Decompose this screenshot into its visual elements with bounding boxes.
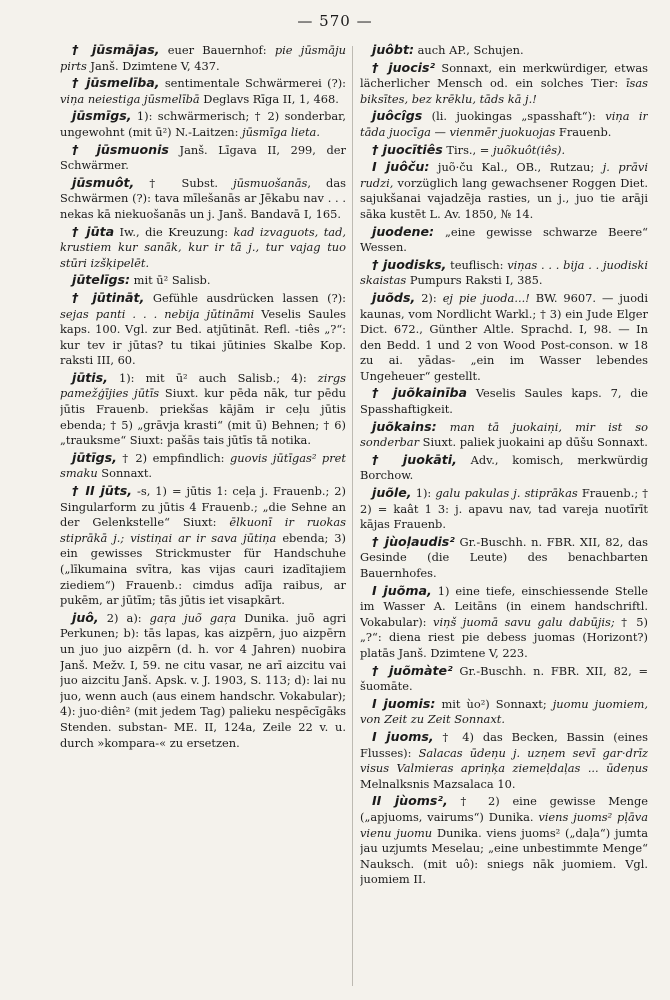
entry-source: Frauenb. [555, 124, 612, 139]
entry-example: galu pakulas j. stiprākas [435, 486, 578, 501]
entry-definition: sentimentale Schwärmerei (?): [159, 76, 346, 91]
entry-definition [437, 420, 450, 434]
dictionary-entry [360, 60, 648, 108]
entry-headword: II jùoms², [372, 793, 448, 809]
dictionary-entry [60, 290, 346, 369]
entry-headword: jūsmuôt, [72, 174, 135, 190]
entry-source: Pumpurs Raksti I, 385. [406, 273, 543, 288]
entry-example: gaŗa juõ gaŗa [149, 610, 237, 625]
entry-definition: Tirs., = [442, 142, 493, 157]
entry-definition: † 2) empfindlich: [116, 450, 230, 465]
dictionary-entry [360, 257, 648, 289]
dictionary-entry [60, 142, 346, 174]
entry-example: pie jūsmāju pirts [60, 43, 346, 73]
entry-headword: juôcîgs [372, 108, 423, 124]
entry-headword: † juõmàte² [372, 662, 453, 678]
entry-definition: teuflisch: [446, 257, 508, 272]
entry-example: īsas biksītes, bez krēklu, tāds kā j.! [360, 76, 648, 106]
dictionary-entry [60, 370, 346, 449]
entry-definition: 1): [411, 486, 436, 501]
entry-example: viens juoms² pļāva vienu juomu [360, 809, 648, 840]
entry-source: † 5) „?“: diena riest pie debess juomas (Horizont?) platās Janš. Dzimtene V, 223. [360, 614, 648, 660]
entry-definition: † 2) eine gewisse Menge („apjuoms, vairums“) Dunika. [360, 794, 648, 824]
entry-headword: † jūta [72, 223, 115, 239]
entry-definition: 1) eine tiefe, einschiessende Stelle im Wasser A. Leitāns (in einem handschriftl. Vokabular): [360, 583, 648, 629]
entry-example: ej pie juoda...! [442, 290, 530, 305]
entry-source: Siuxt. kur pēda nāk, tur pēdu jūtis Frauenb. priekšas kājām ir ceļu jūtis ebenda; † 5) „grāvja krasti“ (mit ū) Behnen; † 6) „trauksme“ Siuxt: pašās tais jūtīs tā notika. [60, 386, 346, 448]
entry-source: Deglavs Rīga II, 1, 468. [199, 91, 339, 106]
entry-definition: Iw., die Kreuzung: [114, 224, 234, 239]
entry-headword: † juokāti, [372, 451, 457, 467]
entry-definition: † Subst. [134, 175, 234, 190]
dictionary-entry [360, 159, 648, 222]
entry-source: BW. 9607. — juodi kaunas, vom Nordlicht Warkl.; † 3) ein Jude Elger Dict. 672., Günther Altle. Sprachd. I, 98. — In den Bedd. 1 und 2 von Wood Post-conson. w 18 zu ai. yādas- „ein im Wasser lebendes Ungeheuer“ gestellt. [360, 290, 648, 383]
entry-definition: auch AP., Schujen. [414, 43, 524, 57]
column-divider [352, 46, 353, 986]
entry-example: juomu juomiem, von Zeit zu Zeit Sonnaxt. [360, 696, 648, 727]
entry-source: Siuxt. paliek juokaini ap dūšu Sonnaxt. [419, 435, 648, 450]
right-column [360, 42, 648, 992]
dictionary-entry [60, 175, 346, 223]
entry-definition: euer Bauernhof: [159, 43, 275, 57]
entry-example: jūsmuošanās [233, 175, 308, 190]
entry-example: juõkuôt(iês). [492, 142, 566, 157]
dictionary-entry [360, 793, 648, 888]
entry-source: Sonnaxt. [97, 466, 153, 481]
entry-source: Frauenb.; † 2) = kaât 1 3: j. apavu nav, tad vareja nuotīrīt kājas Frauenb. [360, 486, 648, 532]
dictionary-entry [360, 729, 648, 792]
dictionary-entry [360, 385, 648, 417]
dictionary-entry [360, 583, 648, 662]
dictionary-entry [360, 452, 648, 484]
entry-example: viņa neiestiga jūsmelībā [60, 91, 200, 106]
entry-example: viņš juomā savu galu dabūjis; [433, 614, 615, 629]
entry-headword: I juõma, [372, 582, 432, 598]
dictionary-entry [360, 108, 648, 140]
dictionary-entry [360, 534, 648, 582]
entry-definition: 2) a): [98, 610, 150, 625]
entry-definition: (li. juokingas „spasshaft“): [422, 109, 606, 124]
entry-source: , das Schwärmen (?): tava mīlešanās ar Jēkabu nav . . . nekas kā niekuošanās un j. Janš. Bandavā I, 165. [60, 175, 346, 221]
entry-example: jūsmīga lieta. [242, 124, 320, 139]
entry-headword: † jùoļaudis² [372, 533, 455, 549]
entry-headword: † juodisks, [372, 256, 447, 272]
dictionary-entry [360, 142, 648, 159]
entry-headword: I juomis: [372, 695, 436, 711]
dictionary-entry [360, 42, 648, 59]
dictionary-entry [360, 224, 648, 256]
dictionary-entry [60, 75, 346, 107]
entry-source: ebenda; 3) ein gewisses Strickmuster für Handschuhe („līkumaina svītra, kas vijas cauri izadītajiem ziediem“) Frauenb.: cimdus adīja raibus, ar pukēm, ar jūtīm; tās jūtis iet visapkārt. [60, 530, 346, 608]
entry-example: ēlkuonī ir ruokas stiprākā j.; vistiņai ar ir sava jūtiņa [60, 515, 346, 545]
entry-definition: Janš. Līgava II, 299, der Schwärmer. [60, 142, 346, 173]
entry-definition: 1): mit ū² auch Salisb.; 4): [107, 370, 318, 385]
entry-definition: 2): [415, 290, 443, 305]
entry-headword: † jūsmelība, [72, 75, 160, 91]
entry-example: man tā juokaiņi, mir ist so sonderbar [360, 419, 648, 450]
entry-headword: † jūsmājas, [72, 42, 160, 57]
entry-headword: jūtīgs, [72, 449, 117, 465]
entry-headword: I juoms, [372, 728, 434, 744]
entry-headword: jūtis, [72, 369, 108, 385]
entry-headword: † juocītiês [372, 141, 443, 157]
left-column [60, 42, 346, 992]
entry-headword: juõds, [372, 289, 416, 305]
dictionary-entry [60, 224, 346, 272]
entry-example: j. prāvi rudzi, [360, 160, 648, 190]
entry-headword: juodene: [372, 223, 435, 239]
entry-example: sejas panti . . . nebija jūtināmi [60, 306, 255, 321]
entry-headword: † juocis² [372, 59, 435, 75]
entry-example: Salacas ūdeņu j. uzņem sevī gar·drīz visus Valmieras apriņķa ziemeļdaļas ... ūdeņus [360, 745, 648, 776]
entry-example: guovis jūtīgas² pret smaku [60, 450, 346, 481]
entry-definition: Veselis Saules kaps. 7, die Spasshaftigkeit. [360, 386, 648, 417]
entry-source: Melnalksnis Mazsalaca 10. [360, 776, 516, 791]
entry-example: kad izvaguots, tad, krustiem kur sanāk, kur ir tā j., tur vajag tuo stūri izšķipelēt. [60, 224, 346, 270]
entry-headword: juõle, [372, 485, 412, 501]
entry-headword: † jūtināt, [72, 289, 145, 305]
dictionary-entry [60, 272, 346, 289]
entry-source: Janš. Dzimtene V, 437. [86, 58, 220, 73]
entry-definition: mit ùo²) Sonnaxt; [435, 696, 553, 711]
entry-example: viņa ir tāda juocīga — vienmēr juokuojas [360, 109, 648, 139]
entry-definition: Gefühle ausdrücken lassen (?): [144, 290, 346, 305]
entry-headword: jūsmīgs, [72, 108, 132, 124]
page-number: — 570 — [297, 12, 373, 30]
dictionary-entry [60, 450, 346, 482]
entry-definition: Sonnaxt, ein merkwürdiger, etwas lächerlicher Mensch od. ein solches Tier: [360, 60, 648, 91]
entry-headword: † II jūts, [72, 483, 133, 499]
dictionary-entry [60, 610, 346, 751]
dictionary-entry [360, 485, 648, 533]
entry-definition: „eine gewisse schwarze Beere“ Wessen. [360, 224, 648, 255]
dictionary-entry [60, 42, 346, 74]
dictionary-entry [60, 108, 346, 140]
entry-example: zirgs pamežģījies jūtīs [60, 370, 346, 401]
dictionary-entry [360, 419, 648, 451]
entry-headword: I juôču: [372, 159, 430, 175]
entry-definition: Gr.-Buschh. n. FBR. XII, 82, das Gesinde (die Leute) des benachbarten Bauernhofes. [360, 534, 648, 580]
entry-definition: 1): schwärmerisch; † 2) sonderbar, ungewohnt (mit ū²) N.-Laitzen: [60, 109, 346, 139]
entry-headword: juôbt: [372, 42, 415, 57]
dictionary-entry [360, 290, 648, 385]
entry-headword: † jūsmuonis [72, 141, 169, 157]
entry-definition: Gr.-Buschh. n. FBR. XII, 82, = šuomāte. [360, 663, 648, 694]
entry-definition: juõ·ču Kal., OB., Rutzau; [429, 160, 603, 175]
dictionary-entry [60, 483, 346, 609]
entry-headword: † juõkainība [372, 385, 468, 401]
entry-source: Dunika. viens juoms² („daļa“) jumta jau uzjumts Meselau; „eine unbestimmte Menge“ Nauksch. (mit uô): sniegs nāk juomiem. Vgl. juomiem II. [360, 825, 648, 887]
entry-source: vorzüglich lang gewachsener Roggen Diet. sajukšanai vajadzēja rasties, un j., juo tie arāji sāka kustēt L. Av. 1850, № 14. [360, 175, 648, 221]
dictionary-entry [360, 663, 648, 695]
entry-definition: † 4) das Becken, Bassin (eines Flusses): [360, 729, 648, 760]
entry-definition: mit ū² Salisb. [130, 273, 211, 288]
entry-definition: Adv., komisch, merkwürdig Borchow. [360, 452, 648, 483]
entry-example: viņas . . . bija . . juodiski skaistas [360, 257, 648, 288]
entry-headword: juô, [72, 609, 99, 625]
entry-headword: juõkains: [372, 418, 437, 434]
entry-headword: jūtelīgs: [72, 272, 131, 288]
entry-definition: -s, 1) = jūtis 1: ceļa j. Frauenb.; 2) Singularform zu jūtis 4 Frauenb.; „die Sehne an der Gelenkstelle“ Siuxt: [60, 484, 346, 530]
entry-source: Dunika. juõ agri Perkunen; b): tās lapas, kas aizpērn, juo aizpērn un juo juo aizpērn (d. h. vor 4 Jahren) nuobira Janš. Mežv. I, 59. ne citu vasar, ne arī aizcitu vai juo aizcitu Janš. Apsk. v. J. 1903, S. 113; d): lai nu juo, wenn auch (aus einem handschr. Vokabular); 4): juo·diên² (mit jedem Tag) palieku nespēcīgāks Stenden. substan- ME. II, 124a, Zeile 22 v. u. durch »kompara-« zu ersetzen. [60, 610, 346, 750]
dictionary-entry [360, 696, 648, 728]
entry-source: Veselis Saules kaps. 100. Vgl. zur Bed. atjūtināt. Refl. -tiês „?“: kur tev ir jūtas? tu tikai jūtinies Skalbe Kop. raksti III, 60. [60, 306, 346, 368]
